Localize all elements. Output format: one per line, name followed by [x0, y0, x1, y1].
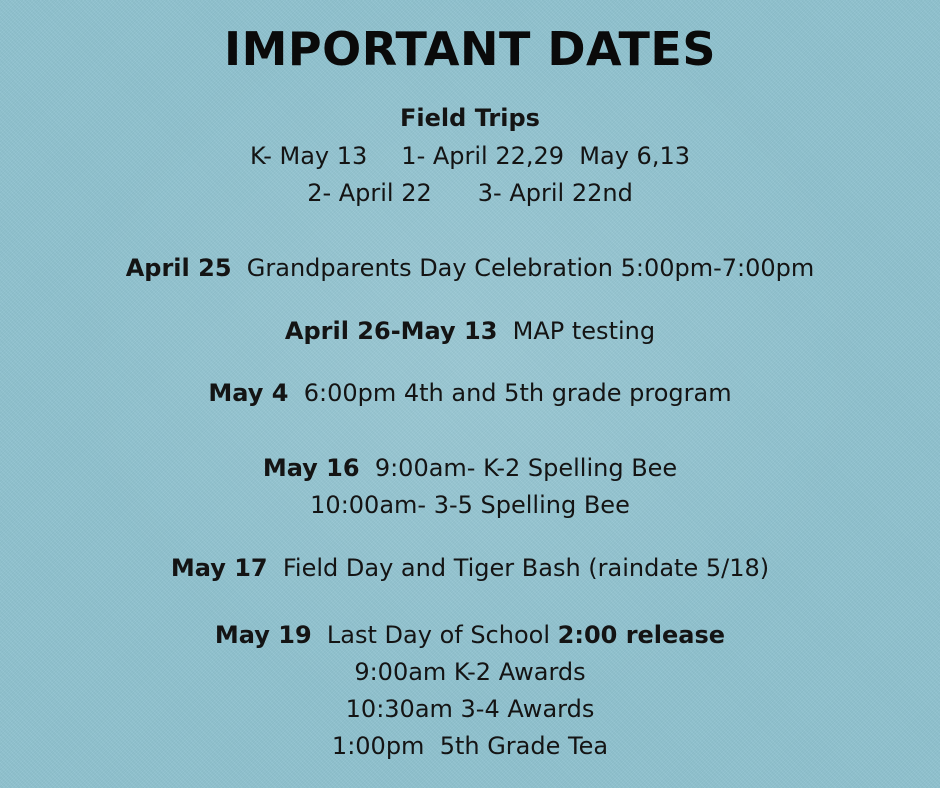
- event-date: April 26-May 13: [284, 317, 498, 345]
- event-april-25: [0, 254, 940, 282]
- event-detail: 1:00pm 5th Grade Tea: [331, 732, 609, 760]
- field-trips-heading: Field Trips: [400, 104, 540, 132]
- event-detail: 9:00am K-2 Awards: [354, 658, 586, 686]
- field-trip-k: K- May 13: [250, 142, 368, 170]
- field-trips-row-2: [0, 179, 940, 207]
- event-date: May 4: [208, 379, 289, 407]
- event-map-testing: [0, 317, 940, 345]
- event-text: MAP testing: [512, 317, 656, 345]
- event-may-4: [0, 379, 940, 407]
- field-trips-row-1: [0, 142, 940, 170]
- event-date: April 25: [125, 254, 232, 282]
- event-date: May 19: [214, 621, 312, 649]
- event-detail: 10:00am- 3-5 Spelling Bee: [310, 491, 630, 519]
- field-trip-grade-3: 3- April 22nd: [477, 179, 633, 207]
- event-text: Field Day and Tiger Bash (raindate 5/18): [282, 554, 770, 582]
- event-detail: 10:30am 3-4 Awards: [345, 695, 595, 723]
- event-may-16: [0, 454, 940, 482]
- field-trip-grade-2: 2- April 22: [307, 179, 432, 207]
- field-trip-grade-1: 1- April 22,29 May 6,13: [401, 142, 690, 170]
- event-date: May 16: [262, 454, 360, 482]
- event-text: 9:00am- K-2 Spelling Bee: [374, 454, 678, 482]
- event-may-17: [0, 554, 940, 582]
- release-note: 2:00 release: [557, 621, 726, 649]
- event-text: Grandparents Day Celebration 5:00pm-7:00pm: [246, 254, 815, 282]
- event-may-19: [0, 621, 940, 649]
- event-text: Last Day of School: [326, 621, 550, 649]
- page-title: IMPORTANT DATES: [223, 22, 716, 76]
- event-date: May 17: [170, 554, 268, 582]
- event-text: 6:00pm 4th and 5th grade program: [303, 379, 732, 407]
